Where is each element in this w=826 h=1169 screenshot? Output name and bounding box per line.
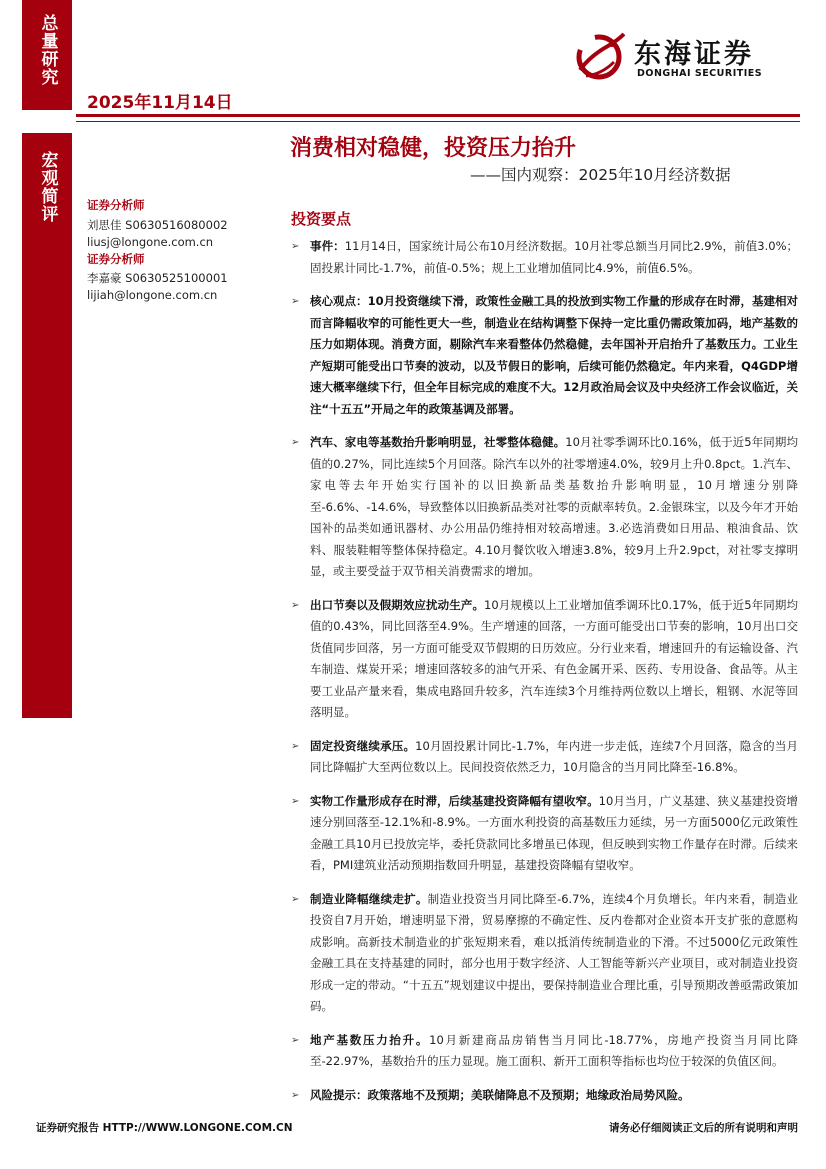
key-point-text: 10月投资继续下滑，政策性金融工具的投放到实物工作量的形成存在时滞，基建相对而言降幅收窄的可能性更大一些，制造业在结构调整下保持一定比重仍需政策加码，地产基数的压力如期体现。消费方面，剔除汽车来看整体仍然稳健，去年国补开启抬升了基数压力。工业生产短期可能受出口节奏的波动，以及节假日的影响，后续可能仍然稳定。年内来看，Q4GDP增速大概率继续下行，但全年目标完成的难度不大。12月政治局会议及中央经济工作会议临近，关注“十五五”开局之年的政策基调及部署。 [310,294,799,416]
arrow-bullet-icon: ➢ [291,241,300,252]
arrow-bullet-icon: ➢ [291,599,300,611]
arrow-bullet-icon: ➢ [291,1034,300,1046]
key-point-heading: 汽车、家电等基数抬升影响明显，社零整体稳健。 [310,435,566,449]
key-point-heading: 核心观点： [310,294,368,308]
arrow-bullet-icon: ➢ [291,740,300,752]
arrow-bullet-icon: ➢ [291,296,300,307]
header-divider [76,114,800,117]
key-point-heading: 风险提示： [310,1087,368,1102]
arrow-bullet-icon: ➢ [291,437,300,448]
analyst-2-email[interactable]: lijiah@longone.com.cn [87,288,218,302]
key-point-text: 10月固投累计同比-1.7%，年内进一步走低，连续7个月回落，隐含的当月同比降幅扩大至两位数以上。民间投资依然乏力，10月隐含的当月同比降至-16.8%。 [310,738,799,774]
arrow-bullet-icon: ➢ [291,1089,300,1101]
key-point-heading: 制造业降幅继续走扩。 [310,891,428,906]
key-point-heading: 固定投资继续承压。 [310,738,416,753]
report-date: 2025年11月14日 [87,93,233,113]
arrow-bullet-icon: ➢ [291,795,300,807]
key-point-item [290,1085,798,1107]
key-point-item [290,595,798,724]
key-point-text: 10月社零季调环比0.16%，低于近5年同期均值的0.27%，同比连续5个月回落。除汽车以外的社零增速4.0%，较9月上升0.8pct。1.汽车、家电等去年开始实行国补的以旧换新品类基数抬升影响明显，10月增速分别降至-6.6%、-14.6%，导致整体以旧换新品类对社零的贡献率转负。2.金银珠宝，以及今年才开始国补的品类如通讯器材、办公用品仍维持相对较高增速。3.必选消费如日用品、粮油食品、饮料、服装鞋帽等整体保持稳定。4.10月餐饮收入增速3.8%，较9月上升2.9pct，对社零支撑明显，或主要受益于双节相关消费需求的增加。 [310,435,798,578]
report-subtype-tag: 宏观简评 [22,133,72,718]
logo-subtitle: DONGHAI SECURITIES [637,68,763,79]
analyst-1-email[interactable]: liusj@longone.com.cn [87,235,214,249]
key-point-text: 制造业投资当月同比降至-6.7%，连续4个月负增长。年内来看，制造业投资自7月开始，增速明显下滑，贸易摩擦的不确定性、反内卷都对企业资本开支扩张的意愿构成影响。高新技术制造业的扩张短期来看，难以抵消传统制造业的下滑。不过5000亿元政策性金融工具在支持基建的同时，部分也用于数字经济、人工智能等新兴产业项目，或对制造业投资形成一定的带动。“十五五”规划建议中提出，要保持制造业合理比重，引导预期改善亟需政策加码。 [310,891,799,1013]
key-point-text: 政策落地不及预期；美联储降息不及预期；地缘政治局势风险。 [367,1087,690,1102]
analyst-1-name: 刘思佳 S0630516080002 [87,218,228,232]
key-point-item [290,1030,798,1073]
analyst-label: 证券分析师 [87,198,145,212]
header-divider-thin [76,121,800,122]
key-point-item [290,736,798,779]
key-point-item [290,236,798,279]
key-point-text: 10月新建商品房销售当月同比-18.77%，房地产投资当月同比降至-22.97%，基数抬升的压力显现。施工面积、新开工面积等指标也均位于较深的负值区间。 [310,1032,799,1068]
logo-icon [568,26,630,88]
logo-name: 东海证券 [634,39,754,70]
page-title: 消费相对稳健，投资压力抬升 [290,136,577,161]
analyst-2-name: 李嘉豪 S0630525100001 [87,271,228,285]
key-point-item [290,791,798,877]
key-point-item [290,291,798,420]
key-point-item [290,432,798,583]
report-type-tag: 总量研究 [22,0,72,110]
key-point-heading: 事件： [310,239,345,253]
footer-right: 请务必仔细阅读正文后的所有说明和声明 [609,1122,798,1134]
arrow-bullet-icon: ➢ [291,893,300,905]
analyst-label: 证券分析师 [87,252,145,266]
key-point-item [290,889,798,1018]
footer-left: 证券研究报告 HTTP://WWW.LONGONE.COM.CN [36,1122,293,1134]
key-point-text: 10月当月，广义基建、狭义基建投资增速分别回落至-12.1%和-8.9%。一方面水利投资的高基数压力延续，另一方面5000亿元政策性金融工具10月已投放完毕，委托贷款同比多增虽已体现，但反映到实物工作量存在时滞。后续来看，PMI建筑业活动预期指数回升明显，基建投资降幅有望收窄。 [310,793,798,872]
key-point-heading: 出口节奏以及假期效应扰动生产。 [310,597,485,612]
key-point-heading: 实物工作量形成存在时滞，后续基建投资降幅有望收窄。 [310,793,599,808]
key-point-text: 11月14日，国家统计局公布10月经济数据。10月社零总额当月同比2.9%，前值3.0%；固投累计同比-1.7%，前值-0.5%；规上工业增加值同比4.9%，前值6.5%。 [310,239,799,275]
key-point-text: 10月规模以上工业增加值季调环比0.17%，低于近5年同期均值的0.43%，同比回落至4.9%。生产增速的回落，一方面可能受出口节奏的影响，10月出口交货值同步回落，另一方面可能受双节假期的日历效应。分行业来看，增速回升的有运输设备、汽车制造、煤炭开采；增速回落较多的油气开采、有色金属开采、医药、专用设备、食品等。从主要工业品产量来看，集成电路回升较多，汽车连续3个月维持两位数以上增长，粗钢、水泥等回落明显。 [310,597,798,719]
section-title: 投资要点 [291,210,352,228]
key-point-heading: 地产基数压力抬升。 [310,1032,430,1047]
key-points-list [290,236,798,1118]
page-subtitle: ——国内观察：2025年10月经济数据 [470,166,731,184]
